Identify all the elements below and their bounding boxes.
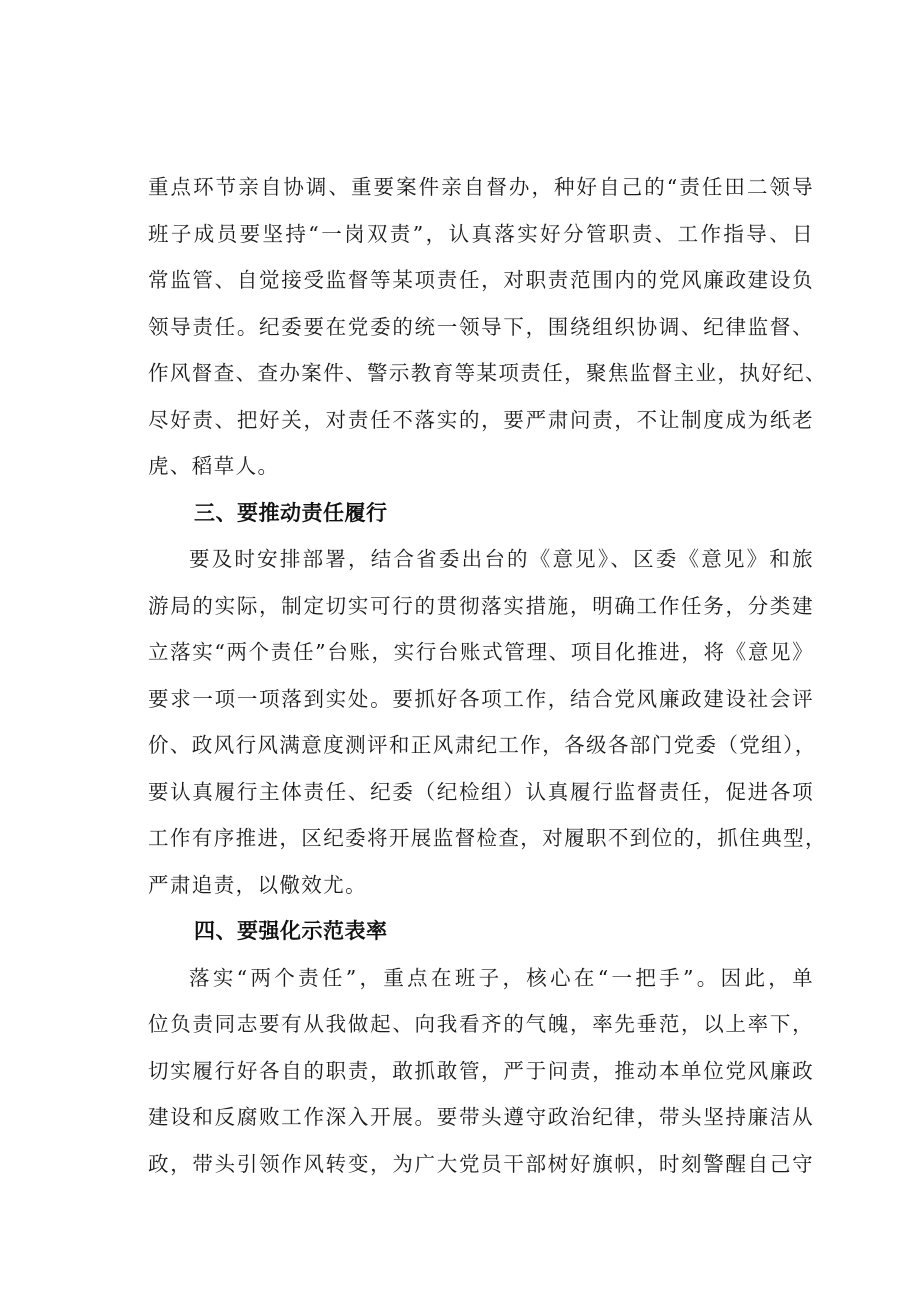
text-line: 切实履行好各自的职责，敢抓敢管，严于问责，推动本单位党风廉政	[148, 1058, 814, 1083]
section-heading: 四、要强化示范表率	[194, 919, 388, 943]
text-line: 作风督查、查办案件、警示教育等某项责任，聚焦监督主业，执好纪、	[148, 361, 827, 385]
text-line: 要认真履行主体责任、纪委（纪检组）认真履行监督责任，促进各项	[148, 779, 814, 804]
paragraph	[148, 536, 827, 908]
text-line: 严肃追责，以儆效尤。	[148, 872, 367, 897]
section-heading: 三、要推动责任履行	[194, 500, 388, 525]
text-line: 工作有序推进，区纪委将开展监督检查，对履职不到位的，抓住典型，	[148, 826, 827, 850]
text-line: 立落实“两个责任”台账，实行台账式管理、项目化推进，将《意见》	[148, 640, 814, 664]
paragraph	[148, 955, 814, 1188]
text-line: 价、政风行风满意度测评和正风肃纪工作，各级各部门党委（党组），	[148, 733, 817, 757]
paragraph	[148, 164, 827, 490]
text-line: 班子成员要坚持“一岗双责”，认真落实好分管职责、工作指导、日	[148, 221, 814, 246]
text-line: 要及时安排部署，结合省委出台的《意见》、区委《意见》和旅	[189, 547, 814, 571]
text-line: 游局的实际，制定切实可行的贯彻落实措施，明确工作任务，分类建	[148, 593, 814, 618]
text-line: 政，带头引领作风转变，为广大党员干部树好旗帜，时刻警醒自己守	[148, 1151, 814, 1176]
text-line: 尽好责、把好关，对责任不落实的，要严肃问责，不让制度成为纸老	[148, 407, 814, 432]
text-line: 要求一项一项落到实处。要抓好各项工作，结合党风廉政建设社会评	[148, 686, 814, 711]
text-line: 建设和反腐败工作深入开展。要带头遵守政治纪律，带头坚持廉洁从	[148, 1105, 814, 1129]
text-line: 领导责任。纪委要在党委的统一领导下，围绕组织协调、纪律监督、	[148, 314, 814, 339]
text-line: 常监管、自觉接受监督等某项责任，对职责范围内的党风廉政建设负	[148, 268, 814, 292]
text-line: 落实“两个责任”，重点在班子，核心在“一把手”。因此，单	[189, 965, 814, 990]
text-line: 位负责同志要有从我做起、向我看齐的气魄，率先垂范，以上率下，	[148, 1012, 814, 1036]
document-body	[148, 164, 827, 1187]
text-line: 重点环节亲自协调、重要案件亲自督办，种好自己的“责任田二领导	[148, 175, 814, 199]
text-line: 虎、稻草人。	[148, 454, 280, 478]
